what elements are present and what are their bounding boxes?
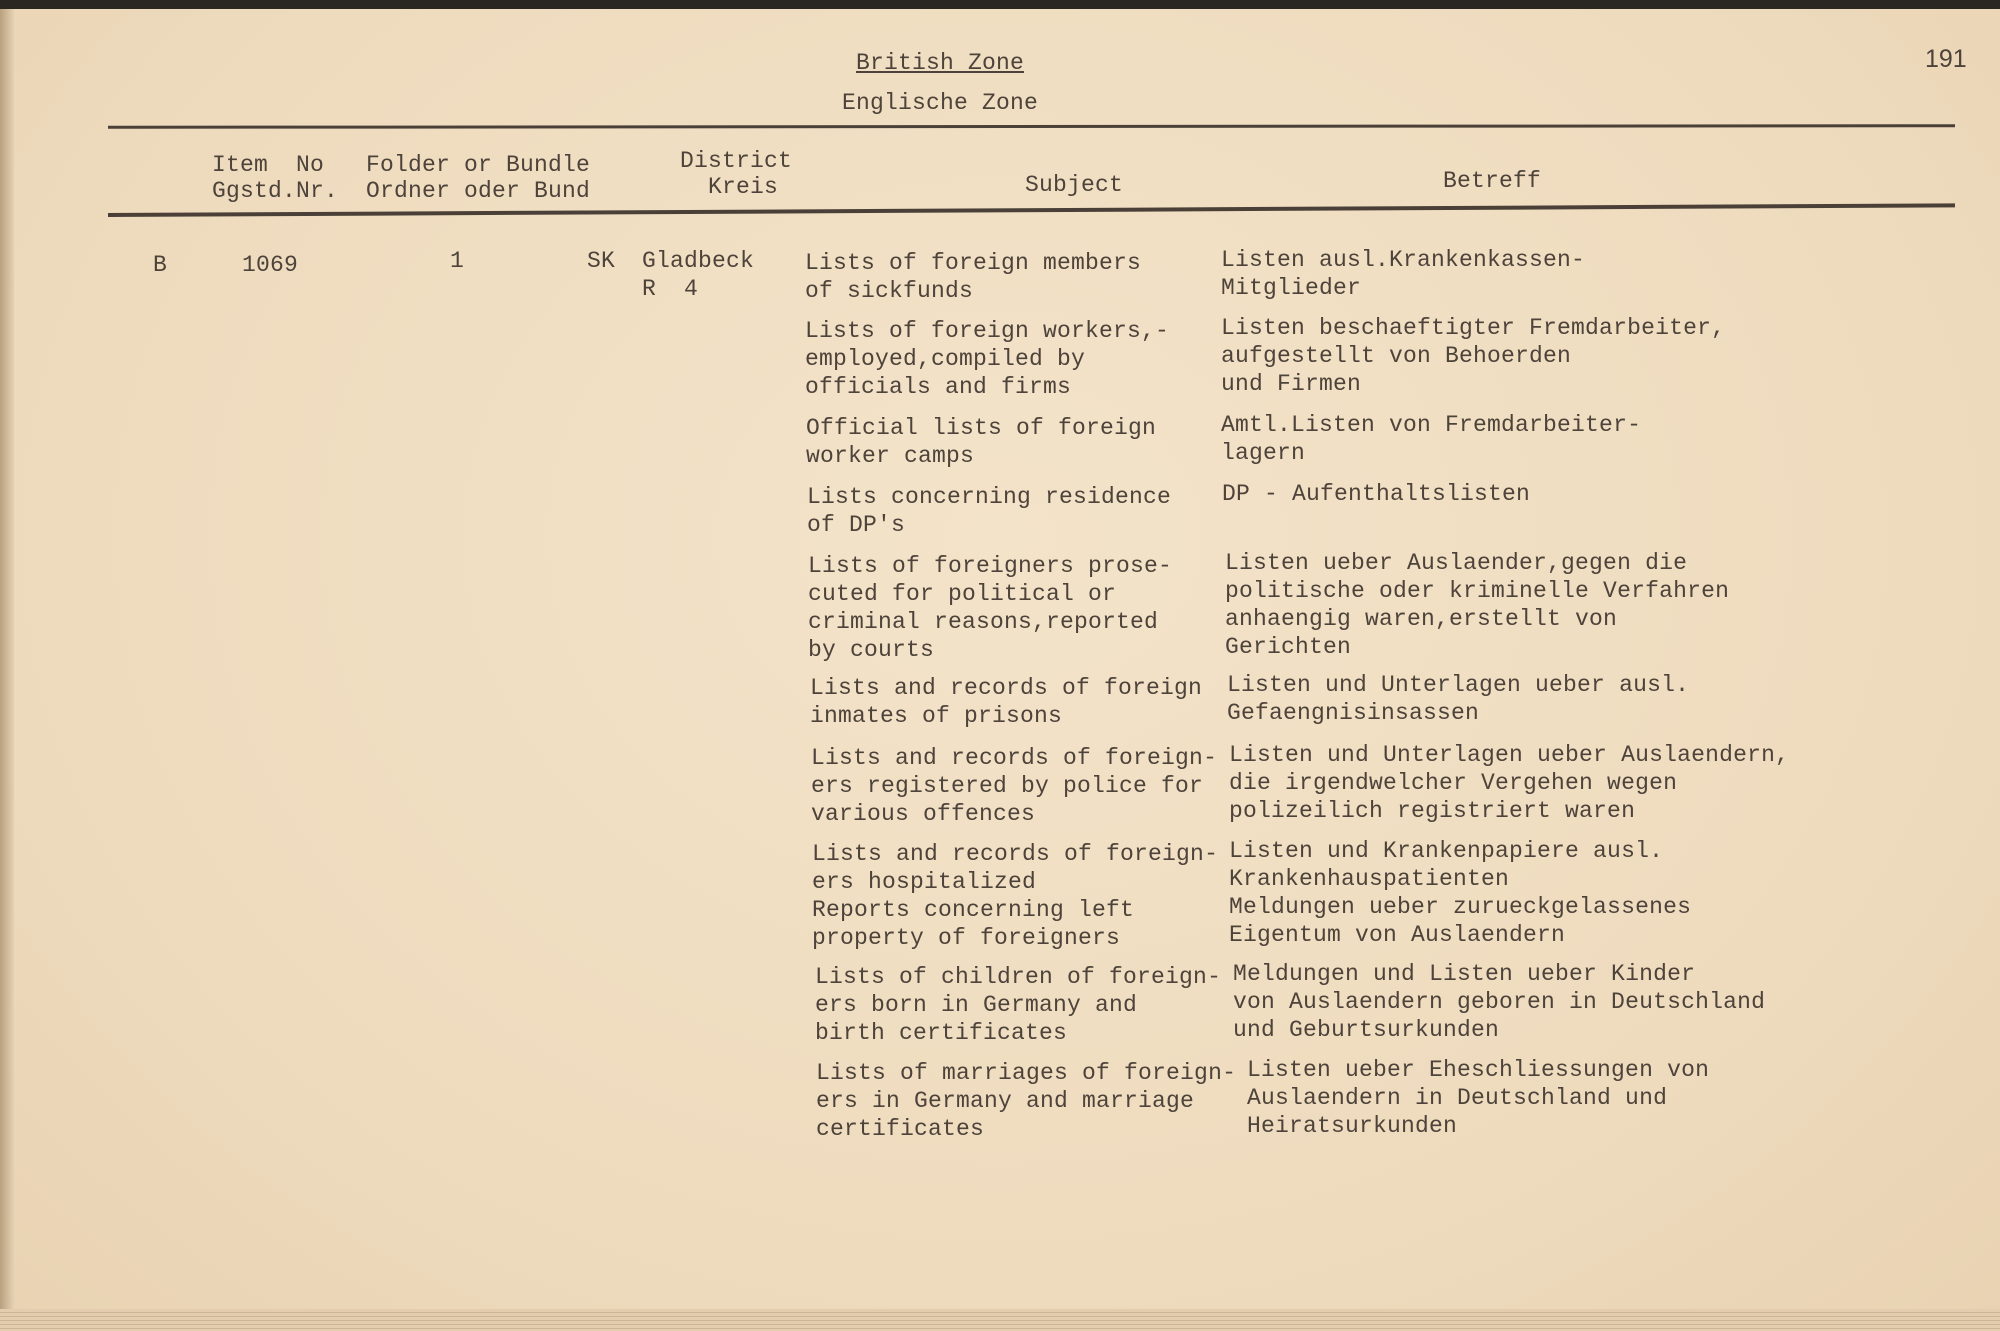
- entry-subject: Lists of foreign members of sickfunds: [805, 250, 1142, 304]
- record-district: Gladbeck: [642, 248, 755, 274]
- entry-betreff: Listen und Unterlagen ueber Auslaendern, die irgendwelcher Vergehen wegen polizeilich registriert waren: [1229, 742, 1790, 824]
- header-item-de: Ggstd.Nr.: [212, 178, 339, 204]
- entry-subject: Lists of foreigners prose- cuted for political or criminal reasons,reported by courts: [808, 553, 1173, 663]
- entry-betreff: Listen ueber Eheschliessungen von Auslaendern in Deutschland und Heiratsurkunden: [1247, 1057, 1710, 1139]
- header-folder-de: Ordner oder Bund: [366, 178, 591, 204]
- entry-subject: Official lists of foreign worker camps: [806, 415, 1157, 469]
- page-binding: [0, 9, 14, 1331]
- entry-subject: Lists of marriages of foreign- ers in Germany and marriage certificates: [816, 1060, 1237, 1142]
- header-top-rule: [108, 124, 1955, 129]
- page-subtitle: Englische Zone: [842, 90, 1039, 116]
- record-letter: B: [153, 252, 168, 278]
- entry-subject: Lists and records of foreign- ers registered by police for various offences: [811, 745, 1218, 827]
- header-betreff: Betreff: [1443, 168, 1542, 194]
- entry-subject: Lists of foreign workers,- employed,compiled by officials and firms: [805, 318, 1170, 400]
- entry-betreff: Listen ueber Auslaender,gegen die politische oder kriminelle Verfahren anhaengig waren,erstellt von Gerichten: [1225, 550, 1730, 660]
- header-folder-en: Folder or Bundle: [366, 152, 591, 178]
- entry-subject: Lists concerning residence of DP's: [807, 484, 1172, 538]
- header-subject: Subject: [1025, 172, 1124, 198]
- entry-betreff: Amtl.Listen von Fremdarbeiter- lagern: [1221, 412, 1642, 466]
- record-district-prefix: SK: [587, 248, 616, 274]
- record-item-no: 1069: [242, 252, 299, 278]
- entry-subject: Lists and records of foreign inmates of prisons: [810, 675, 1203, 729]
- header-district-de: Kreis: [708, 174, 779, 200]
- header-item-en: Item No: [212, 152, 325, 178]
- entry-betreff: Listen beschaeftigter Fremdarbeiter, aufgestellt von Behoerden und Firmen: [1221, 315, 1726, 397]
- header-district-en: District: [680, 148, 793, 174]
- entry-betreff: DP - Aufenthaltslisten: [1222, 481, 1531, 507]
- entry-betreff: Listen und Krankenpapiere ausl. Krankenhauspatienten Meldungen ueber zurueckgelassenes Eigentum von Auslaendern: [1229, 838, 1692, 948]
- entry-betreff: Listen ausl.Krankenkassen- Mitglieder: [1221, 247, 1586, 301]
- entry-betreff: Meldungen und Listen ueber Kinder von Auslaendern geboren in Deutschland und Geburtsurkunden: [1233, 961, 1766, 1043]
- page-edges: [0, 1309, 2000, 1331]
- entry-subject: Lists of children of foreign- ers born in Germany and birth certificates: [815, 964, 1222, 1046]
- document-page: [0, 9, 2000, 1331]
- entry-subject: Lists and records of foreign- ers hospitalized Reports concerning left property of foreigners: [812, 841, 1219, 951]
- record-folder: 1: [450, 248, 465, 274]
- page-number: 191: [1925, 45, 1967, 73]
- record-district-code: R 4: [642, 276, 699, 302]
- page-title: British Zone: [856, 50, 1025, 76]
- header-bottom-rule: [108, 203, 1955, 217]
- entry-betreff: Listen und Unterlagen ueber ausl. Gefaengnisinsassen: [1227, 672, 1690, 726]
